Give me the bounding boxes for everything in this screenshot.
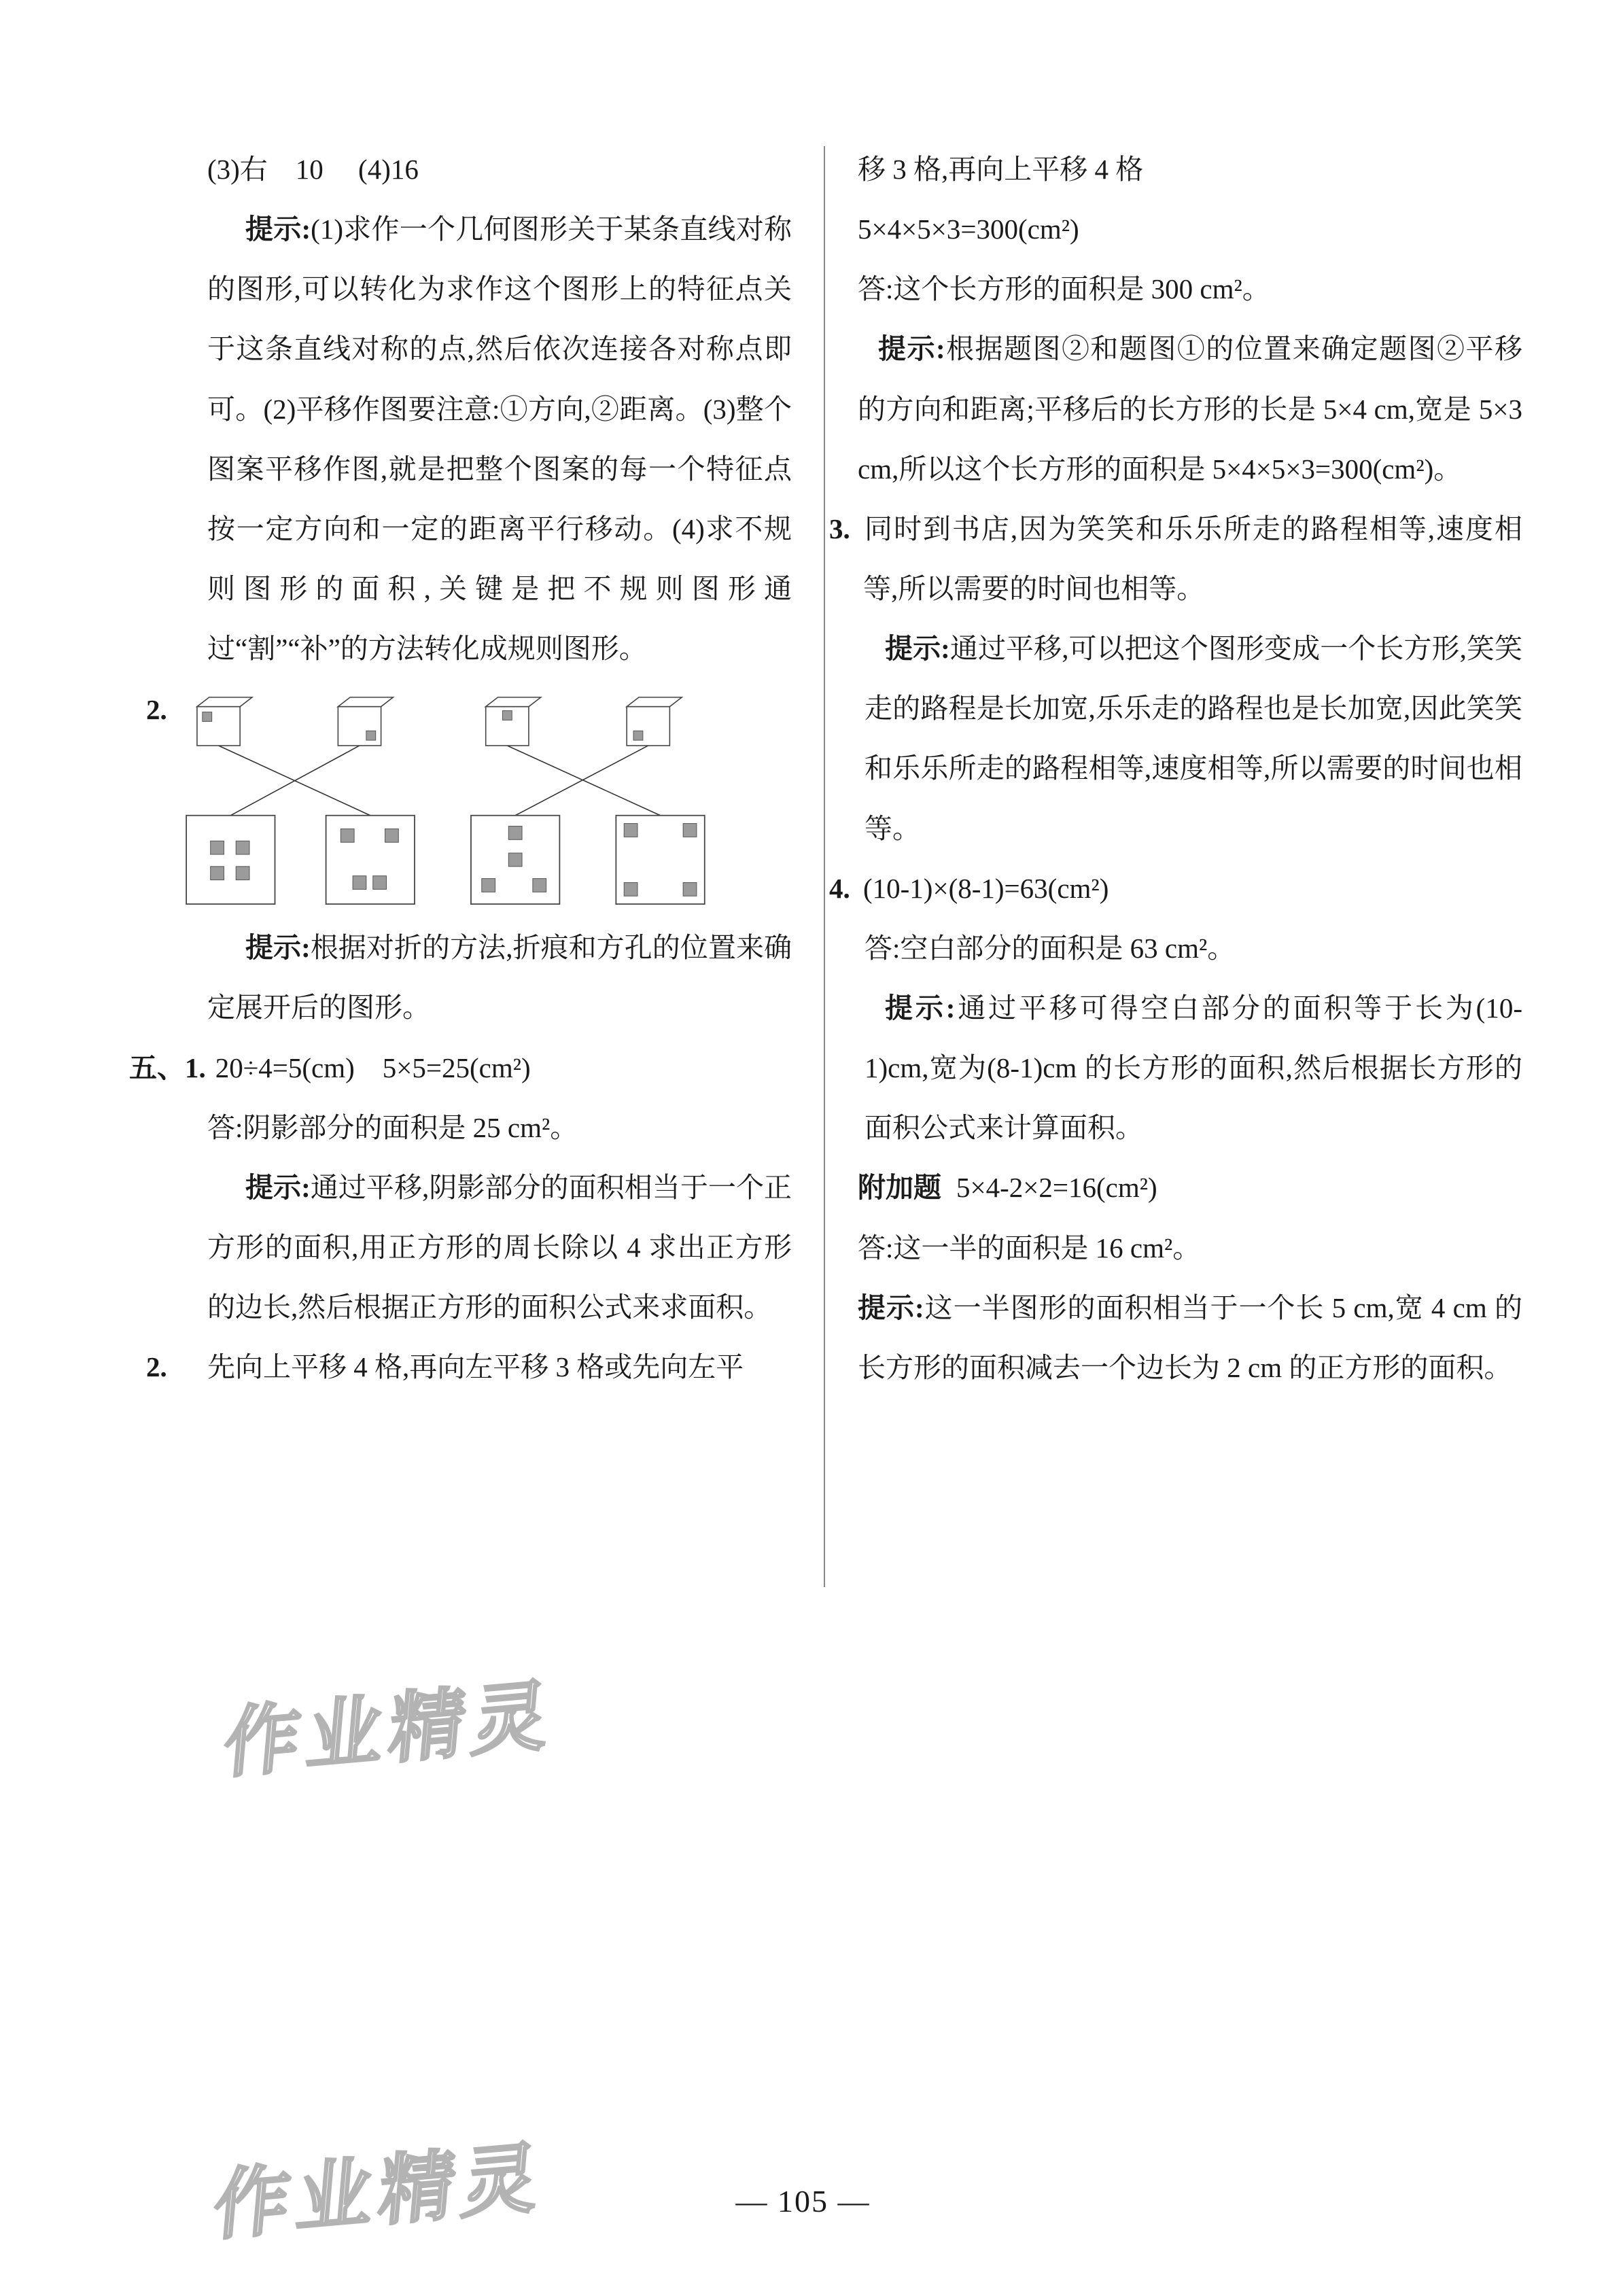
page-number: — 105 — bbox=[735, 2184, 871, 2219]
hint-text: 根据对折的方法,折痕和方孔的位置来确定展开后的图形。 bbox=[207, 932, 792, 1024]
answer-line: 答:阴影部分的面积是 25 cm²。 bbox=[207, 1111, 578, 1143]
bonus-item bbox=[858, 1158, 1522, 1217]
item-text: (10-1)×(8-1)=63(cm²) bbox=[863, 872, 1109, 904]
item-text: 先向上平移 4 格,再向左平移 3 格或先向左平 bbox=[207, 1351, 744, 1383]
hint-text: (1)求作一个几何图形关于某条直线对称的图形,可以转化为求作这个图形上的特征点关于这条直线对称的点,然后依次连接各对称点即可。(2)平移作图要注意:①方向,②距离。(3)整个图案平移作图,就是把整个图案的每一个特征点按一定方向和一定的距离平行移动。(4)求不规则图形的面积,关键是把不规则图形通过“割”“补”的方法转化成规则图形。 bbox=[207, 213, 792, 665]
hint-paragraph bbox=[129, 199, 792, 678]
watermark: 作业精灵 bbox=[220, 1672, 559, 1788]
answer-line: (3)右 10 (4)16 bbox=[207, 154, 419, 185]
bonus-label: 附加题 bbox=[858, 1172, 941, 1204]
column-divider bbox=[824, 146, 825, 1587]
hint-label: 提示: bbox=[885, 992, 956, 1024]
item-number: 4. bbox=[829, 872, 850, 904]
item-3 bbox=[829, 499, 1522, 619]
right-column bbox=[829, 139, 1523, 1397]
item-text: 同时到书店,因为笑笑和乐乐所走的路程相等,速度相等,所以需要的时间也相等。 bbox=[863, 512, 1522, 604]
hint-paragraph bbox=[858, 319, 1522, 498]
item-text: 20÷4=5(cm) 5×5=25(cm²) bbox=[215, 1051, 531, 1083]
hint-label: 提示: bbox=[245, 213, 311, 245]
hint-paragraph bbox=[858, 619, 1522, 858]
hint-label: 提示: bbox=[885, 633, 950, 665]
hint-label: 提示: bbox=[245, 1171, 311, 1203]
item-5-1 bbox=[129, 1038, 792, 1098]
hint-text: 这一半图形的面积相当于一个长 5 cm,宽 4 cm 的长方形的面积减去一个边长为 2 cm 的正方形的面积。 bbox=[858, 1291, 1522, 1383]
hint-label: 提示: bbox=[878, 333, 945, 365]
hint-text: 通过平移,可以把这个图形变成一个长方形,笑笑走的路程是长加宽,乐乐走的路程也是长加宽,因此笑笑和乐乐所走的路程相等,速度相等,所以需要的时间也相等。 bbox=[865, 633, 1523, 844]
item-number: 2. bbox=[146, 1351, 167, 1383]
answer-line: 答:这一半的面积是 16 cm²。 bbox=[858, 1232, 1201, 1264]
item-2b bbox=[129, 1337, 792, 1397]
item-number: 3. bbox=[829, 512, 850, 544]
hint-label: 提示: bbox=[245, 932, 311, 964]
hint-paragraph bbox=[129, 1158, 792, 1337]
hint-paragraph bbox=[858, 1278, 1522, 1397]
matching-diagram-svg bbox=[181, 689, 758, 911]
item-text: 5×4-2×2=16(cm²) bbox=[956, 1172, 1157, 1204]
hint-text: 通过平移可得空白部分的面积等于长为(10-1)cm,宽为(8-1)cm 的长方形的面积,然后根据长方形的面积公式来计算面积。 bbox=[865, 992, 1522, 1144]
hint-paragraph bbox=[858, 978, 1522, 1158]
answer-line: 答:这个长方形的面积是 300 cm²。 bbox=[858, 273, 1270, 305]
item-number: 2. bbox=[146, 694, 167, 726]
left-column bbox=[129, 139, 792, 1397]
item-2-row bbox=[129, 689, 792, 911]
hint-paragraph bbox=[129, 918, 792, 1037]
unfold-matching-diagram bbox=[181, 689, 758, 911]
item-4 bbox=[829, 858, 1522, 918]
continuation-line: 移 3 格,再向上平移 4 格 bbox=[858, 154, 1144, 185]
hint-text: 根据题图②和题图①的位置来确定题图②平移的方向和距离;平移后的长方形的长是 5×4 cm,宽是 5×3 cm,所以这个长方形的面积是 5×4×5×3=300(cm²)。 bbox=[858, 333, 1522, 485]
equation-line: 5×4×5×3=300(cm²) bbox=[858, 213, 1079, 245]
hint-text: 通过平移,阴影部分的面积相当于一个正方形的面积,用正方形的周长除以 4 求出正方形的边长,然后根据正方形的面积公式来求面积。 bbox=[207, 1171, 792, 1323]
item-number: 五、1. bbox=[129, 1051, 206, 1083]
watermark: 作业精灵 bbox=[210, 2134, 548, 2250]
answer-line: 答:空白部分的面积是 63 cm²。 bbox=[865, 932, 1236, 964]
hint-label: 提示: bbox=[858, 1291, 924, 1323]
